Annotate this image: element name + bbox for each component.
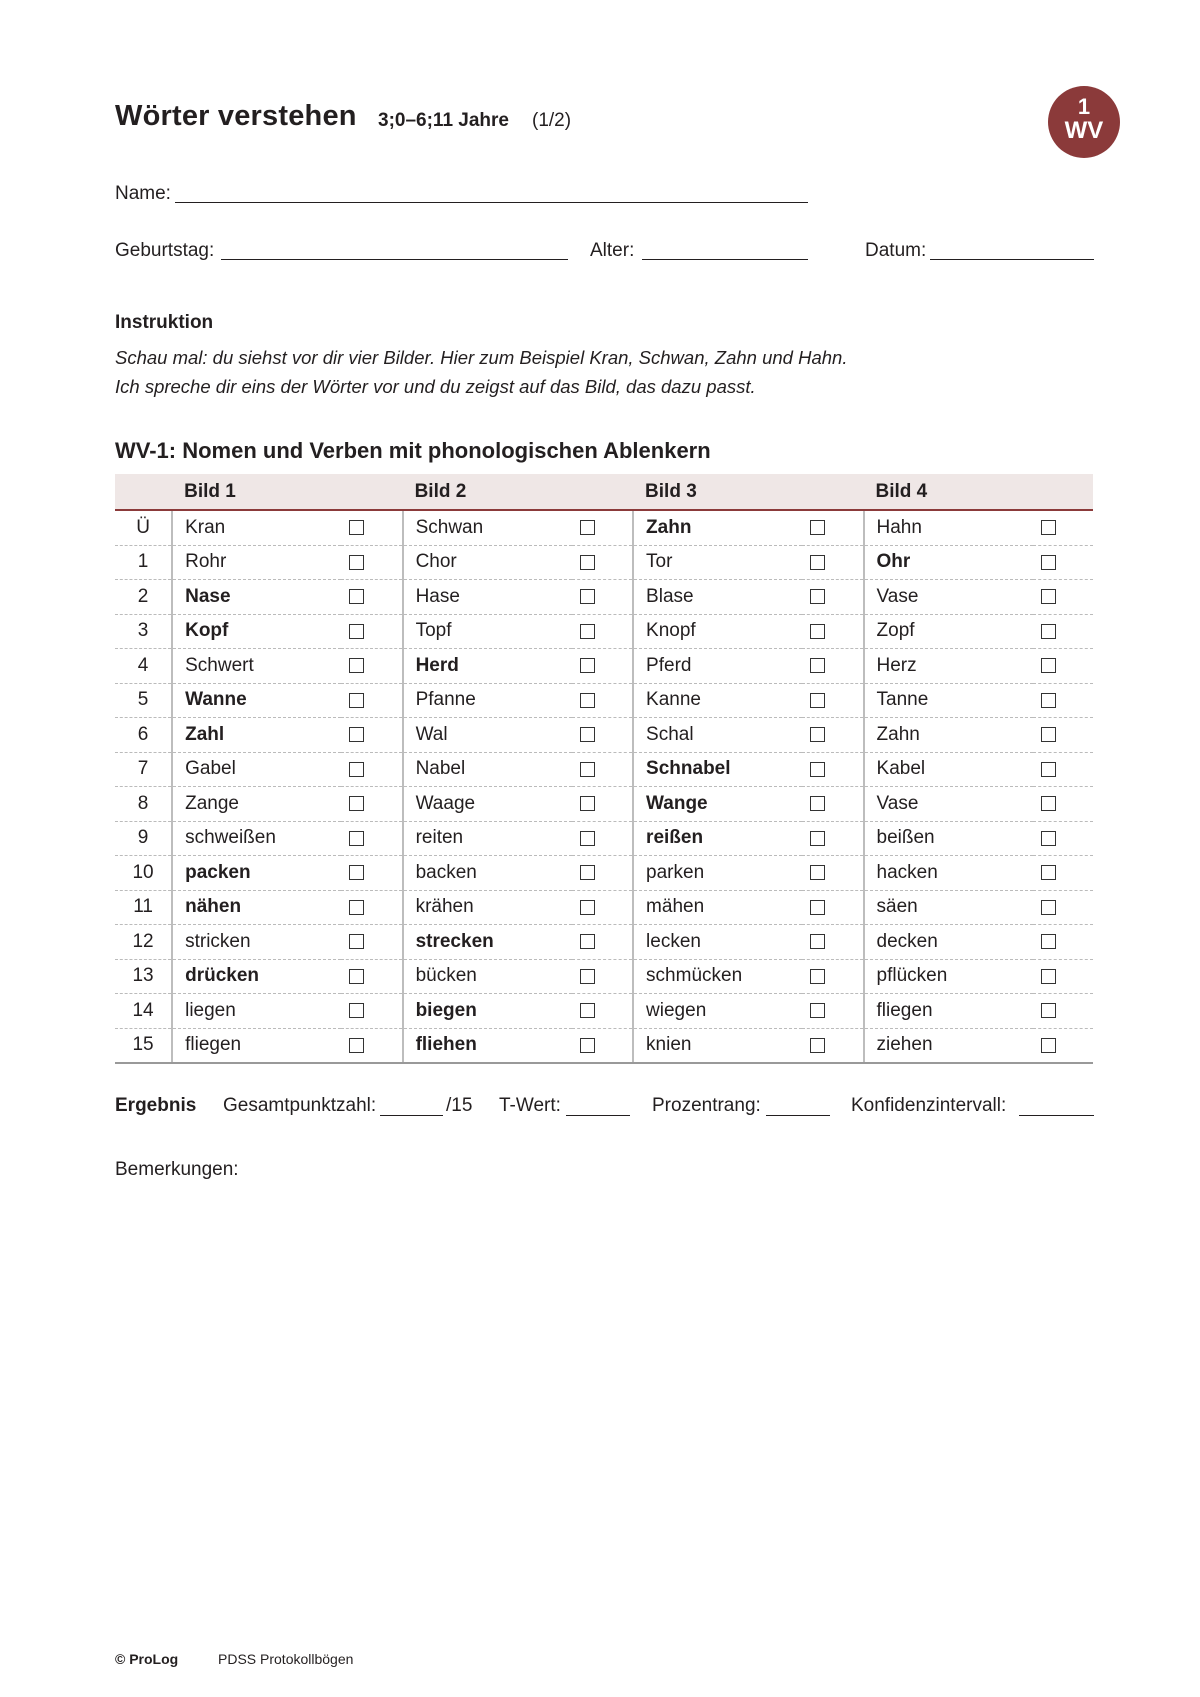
answer-checkbox[interactable]: [580, 624, 595, 639]
result-heading: Ergebnis: [115, 1095, 197, 1116]
item-number: 10: [115, 856, 172, 891]
word-cell: Zahn: [633, 510, 802, 545]
word-cell: knien: [633, 1028, 802, 1063]
confidence-field[interactable]: [1019, 1115, 1094, 1116]
answer-checkbox[interactable]: [580, 934, 595, 949]
word-cell: packen: [172, 856, 341, 891]
answer-checkbox[interactable]: [1041, 1003, 1056, 1018]
word-cell: bücken: [403, 959, 572, 994]
table-row: [115, 787, 1093, 822]
word-cell: Schal: [633, 718, 802, 753]
answer-checkbox[interactable]: [349, 831, 364, 846]
word-cell: Wanne: [172, 683, 341, 718]
header-bild-1: Bild 1: [172, 474, 341, 510]
word-cell: reißen: [633, 821, 802, 856]
answer-checkbox[interactable]: [580, 520, 595, 535]
word-cell: drücken: [172, 959, 341, 994]
answer-checkbox[interactable]: [810, 520, 825, 535]
word-cell: mähen: [633, 890, 802, 925]
age-field[interactable]: [642, 259, 808, 260]
word-cell: Hahn: [864, 510, 1033, 545]
word-cell: fliegen: [172, 1028, 341, 1063]
word-cell: Nase: [172, 580, 341, 615]
word-cell: biegen: [403, 994, 572, 1029]
word-cell: Blase: [633, 580, 802, 615]
item-number: 9: [115, 821, 172, 856]
answer-checkbox[interactable]: [349, 727, 364, 742]
age-label: Alter:: [590, 240, 635, 261]
header-bild-3: Bild 3: [633, 474, 802, 510]
item-number: 2: [115, 580, 172, 615]
table-row: [115, 1028, 1093, 1063]
answer-checkbox[interactable]: [580, 658, 595, 673]
word-cell: backen: [403, 856, 572, 891]
word-cell: parken: [633, 856, 802, 891]
percentile-field[interactable]: [766, 1115, 830, 1116]
word-cell: hacken: [864, 856, 1033, 891]
table-row: [115, 959, 1093, 994]
answer-checkbox[interactable]: [349, 796, 364, 811]
total-max: /15: [446, 1095, 473, 1116]
answer-checkbox[interactable]: [810, 831, 825, 846]
table-row: [115, 649, 1093, 684]
answer-checkbox[interactable]: [349, 589, 364, 604]
instruction-line-2: Ich spreche dir eins der Wörter vor und du zeigst auf das Bild, das dazu passt.: [115, 376, 756, 397]
table-row: [115, 821, 1093, 856]
word-cell: pflücken: [864, 959, 1033, 994]
table-row: [115, 925, 1093, 960]
word-cell: Kanne: [633, 683, 802, 718]
table-row: [115, 994, 1093, 1029]
answer-checkbox[interactable]: [1041, 658, 1056, 673]
answer-checkbox[interactable]: [580, 727, 595, 742]
answer-checkbox[interactable]: [580, 762, 595, 777]
word-cell: liegen: [172, 994, 341, 1029]
answer-checkbox[interactable]: [1041, 762, 1056, 777]
table-row: [115, 718, 1093, 753]
answer-checkbox[interactable]: [349, 1003, 364, 1018]
answer-checkbox[interactable]: [810, 589, 825, 604]
item-number: 5: [115, 683, 172, 718]
answer-checkbox[interactable]: [1041, 589, 1056, 604]
word-cell: strecken: [403, 925, 572, 960]
table-row: [115, 614, 1093, 649]
answer-checkbox[interactable]: [580, 969, 595, 984]
answer-checkbox[interactable]: [580, 796, 595, 811]
word-cell: säen: [864, 890, 1033, 925]
word-cell: wiegen: [633, 994, 802, 1029]
header-num: [115, 474, 172, 510]
table-row: [115, 752, 1093, 787]
word-cell: Zahn: [864, 718, 1033, 753]
item-number: 4: [115, 649, 172, 684]
table-row: [115, 890, 1093, 925]
answer-checkbox[interactable]: [580, 831, 595, 846]
confidence-label: Konfidenzintervall:: [851, 1095, 1007, 1116]
word-cell: Tanne: [864, 683, 1033, 718]
answer-checkbox[interactable]: [580, 865, 595, 880]
answer-checkbox[interactable]: [810, 934, 825, 949]
answer-checkbox[interactable]: [1041, 796, 1056, 811]
word-cell: Kabel: [864, 752, 1033, 787]
instruction-heading: Instruktion: [115, 312, 214, 333]
word-cell: Vase: [864, 787, 1033, 822]
t-value-field[interactable]: [566, 1115, 630, 1116]
word-cell: Nabel: [403, 752, 572, 787]
word-cell: Waage: [403, 787, 572, 822]
name-field[interactable]: [175, 202, 808, 203]
word-cell: beißen: [864, 821, 1033, 856]
word-cell: decken: [864, 925, 1033, 960]
word-cell: schweißen: [172, 821, 341, 856]
item-number: 15: [115, 1028, 172, 1063]
word-cell: fliehen: [403, 1028, 572, 1063]
section-title: WV-1: Nomen und Verben mit phonologischen Ablenkern: [115, 438, 711, 463]
word-cell: Zahl: [172, 718, 341, 753]
answer-checkbox[interactable]: [810, 1038, 825, 1053]
answer-checkbox[interactable]: [810, 555, 825, 570]
table-header-row: [115, 474, 1093, 510]
item-number: 6: [115, 718, 172, 753]
answer-checkbox[interactable]: [810, 900, 825, 915]
badge-code: WV: [1064, 117, 1104, 144]
item-number: 12: [115, 925, 172, 960]
total-field[interactable]: [380, 1115, 443, 1116]
answer-checkbox[interactable]: [810, 658, 825, 673]
table-row: [115, 580, 1093, 615]
item-number: 14: [115, 994, 172, 1029]
footer-doc: PDSS Protokollbögen: [218, 1651, 354, 1667]
word-cell: Hase: [403, 580, 572, 615]
word-cell: Zange: [172, 787, 341, 822]
item-number: 1: [115, 545, 172, 580]
word-cell: Ohr: [864, 545, 1033, 580]
word-cell: krähen: [403, 890, 572, 925]
table-row: [115, 856, 1093, 891]
answer-checkbox[interactable]: [810, 762, 825, 777]
answer-checkbox[interactable]: [1041, 520, 1056, 535]
item-number: 3: [115, 614, 172, 649]
answer-checkbox[interactable]: [810, 693, 825, 708]
word-cell: Schwan: [403, 510, 572, 545]
answer-checkbox[interactable]: [1041, 727, 1056, 742]
item-number: 13: [115, 959, 172, 994]
answer-checkbox[interactable]: [1041, 693, 1056, 708]
answer-checkbox[interactable]: [580, 1003, 595, 1018]
item-number: 8: [115, 787, 172, 822]
age-range: 3;0–6;11 Jahre: [378, 110, 509, 131]
t-value-label: T-Wert:: [499, 1095, 561, 1116]
word-cell: Schnabel: [633, 752, 802, 787]
word-cell: Vase: [864, 580, 1033, 615]
answer-checkbox[interactable]: [1041, 624, 1056, 639]
word-cell: Tor: [633, 545, 802, 580]
answer-checkbox[interactable]: [1041, 934, 1056, 949]
answer-checkbox[interactable]: [1041, 865, 1056, 880]
percentile-label: Prozentrang:: [652, 1095, 761, 1116]
word-cell: schmücken: [633, 959, 802, 994]
word-cell: Pfanne: [403, 683, 572, 718]
word-cell: Wal: [403, 718, 572, 753]
birthday-field[interactable]: [221, 259, 568, 260]
footer-copyright: © ProLog: [115, 1651, 179, 1667]
answer-checkbox[interactable]: [349, 520, 364, 535]
date-field[interactable]: [930, 259, 1094, 260]
answer-checkbox[interactable]: [349, 865, 364, 880]
word-table: [115, 474, 1093, 1064]
word-cell: ziehen: [864, 1028, 1033, 1063]
total-label: Gesamtpunktzahl:: [223, 1095, 377, 1116]
answer-checkbox[interactable]: [349, 693, 364, 708]
word-cell: reiten: [403, 821, 572, 856]
answer-checkbox[interactable]: [580, 693, 595, 708]
answer-checkbox[interactable]: [349, 1038, 364, 1053]
answer-checkbox[interactable]: [810, 727, 825, 742]
header-bild-2: Bild 2: [403, 474, 572, 510]
item-number: Ü: [115, 510, 172, 545]
answer-checkbox[interactable]: [349, 624, 364, 639]
answer-checkbox[interactable]: [580, 555, 595, 570]
answer-checkbox[interactable]: [349, 934, 364, 949]
word-cell: Herz: [864, 649, 1033, 684]
table-row: [115, 545, 1093, 580]
word-cell: Kran: [172, 510, 341, 545]
word-cell: Pferd: [633, 649, 802, 684]
page-title: Wörter verstehen: [115, 100, 357, 132]
header-bild-4: Bild 4: [864, 474, 1033, 510]
answer-checkbox[interactable]: [1041, 969, 1056, 984]
word-cell: Zopf: [864, 614, 1033, 649]
word-cell: Wange: [633, 787, 802, 822]
answer-checkbox[interactable]: [580, 589, 595, 604]
answer-checkbox[interactable]: [349, 762, 364, 777]
word-cell: stricken: [172, 925, 341, 960]
answer-checkbox[interactable]: [1041, 1038, 1056, 1053]
answer-checkbox[interactable]: [580, 1038, 595, 1053]
date-label: Datum:: [865, 240, 927, 261]
word-cell: Schwert: [172, 649, 341, 684]
answer-checkbox[interactable]: [1041, 555, 1056, 570]
answer-checkbox[interactable]: [349, 658, 364, 673]
birthday-label: Geburtstag:: [115, 240, 215, 261]
badge-number: 1: [1077, 94, 1091, 119]
word-cell: Herd: [403, 649, 572, 684]
word-cell: lecken: [633, 925, 802, 960]
answer-checkbox[interactable]: [810, 969, 825, 984]
answer-checkbox[interactable]: [810, 1003, 825, 1018]
instruction-line-1: Schau mal: du siehst vor dir vier Bilder. Hier zum Beispiel Kran, Schwan, Zahn und Hahn.: [115, 347, 848, 368]
name-label: Name:: [115, 183, 171, 204]
answer-checkbox[interactable]: [810, 796, 825, 811]
remarks-label: Bemerkungen:: [115, 1159, 239, 1180]
word-cell: fliegen: [864, 994, 1033, 1029]
word-cell: Knopf: [633, 614, 802, 649]
item-number: 11: [115, 890, 172, 925]
word-cell: Rohr: [172, 545, 341, 580]
table-row: [115, 683, 1093, 718]
table-row: [115, 510, 1093, 545]
answer-checkbox[interactable]: [349, 900, 364, 915]
item-number: 7: [115, 752, 172, 787]
answer-checkbox[interactable]: [580, 900, 595, 915]
answer-checkbox[interactable]: [1041, 900, 1056, 915]
answer-checkbox[interactable]: [1041, 831, 1056, 846]
word-cell: Topf: [403, 614, 572, 649]
page-part: (1/2): [532, 110, 572, 131]
section-badge: [1048, 86, 1120, 158]
answer-checkbox[interactable]: [810, 624, 825, 639]
answer-checkbox[interactable]: [810, 865, 825, 880]
word-cell: Gabel: [172, 752, 341, 787]
word-cell: Kopf: [172, 614, 341, 649]
answer-checkbox[interactable]: [349, 555, 364, 570]
word-cell: Chor: [403, 545, 572, 580]
answer-checkbox[interactable]: [349, 969, 364, 984]
word-cell: nähen: [172, 890, 341, 925]
